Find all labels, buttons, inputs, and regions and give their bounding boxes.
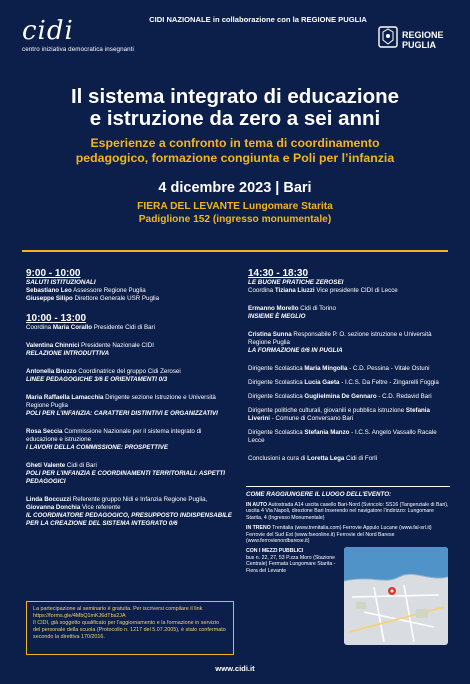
coordinator: Coordina Maria Corallo Presidente Cidi di Bari [26,324,155,331]
practice-item: Dirigente politiche culturali, giovanili e pubblica istruzione Stefania Liverini - Comune di Conversano Bari [248,407,430,422]
regione-line1: REGIONE [402,30,444,40]
practice-item: Dirigente Scolastica Stefania Manzo - I.C.S. Angelo Vassallo Racale Lecce [248,429,437,444]
regione-shield-icon [378,26,398,50]
subtitle-line2: pedagogico, formazione congiunta e Poli per l’infanzia [75,151,395,165]
practice-item: Dirigente Scolastica Lucia Gaeta - I.C.S. Da Feltre - Zingarelli Foggia [248,379,439,386]
speaker: Giuseppe Silipo Direttore Generale USR Puglia [26,295,160,302]
event-venue [10,200,460,226]
cidi-logo-word: cidi [22,16,74,46]
subtitle-line1: Esperienze a confronto in tema di coordinamento [90,136,380,150]
speaker: Giovanna Donchia Vice referente [26,504,121,511]
speaker: Valentina Chinnici Presidente Nazionale CIDI [26,342,154,349]
registration-text[interactable]: La partecipazione al seminario è gratuita. Per iscriversi compilare il link https://forms.gle/4MbQ1mKJ6dTbs2JA [33,606,203,619]
title-line1: Il sistema integrato di educazione [70,85,400,108]
talk-title: RELAZIONE INTRODUTTIVA [26,350,110,357]
cidi-logo [22,18,152,53]
session-time: 10:00 - 13:00 [26,313,87,324]
afternoon-program [248,268,448,463]
accreditation-text: Il CIDI, già soggetto qualificato per l’aggiornamento e la formazione in servizio del personale della scuola (Protocollo n. 1217 del 5.07.2005), è stato confermato secondo la direttiva 170/2016. [33,620,226,640]
speaker: Sebastiano Leo Assessore Regione Puglia [26,287,146,294]
talk-title: INSIEME È MEGLIO [248,313,306,320]
location-map[interactable] [344,547,448,645]
talk-title: I LAVORI DELLA COMMISSIONE: PROSPETTIVE [26,444,168,451]
talk-title: POLI PER L’INFANZIA: CARATTERI DISTINTIVI E ORGANIZZATIVI [26,410,218,417]
practice-item: Dirigente Scolastica Maria Mingolla - C.D. Pessina - Vitale Ostuni [248,365,430,372]
collaboration-line: CIDI NAZIONALE in collaborazione con la REGIONE PUGLIA [149,15,367,24]
speaker: Ermanno Morello Cidi di Torino [248,305,336,312]
title-line2: e istruzione da zero a sei anni [89,107,381,130]
session-time: 9:00 - 10:00 [26,268,81,279]
divider [22,250,448,252]
practice-item: Dirigente Scolastica Guglielmina De Gennaro - C.D. Redavid Bari [248,393,432,400]
event-date: 4 dicembre 2023 | Bari [158,180,312,196]
travel-train: IN TRENO Trenitalia (www.trenitalia.com) Ferrovie Appulo Lucane (www.fal-srl.it) Ferrovie del Sud Est (www.fseonline.it) Ferrovie del Nord Barese (www.ferrovienordbarese.it) [246,525,432,545]
regione-logo-text [402,30,444,50]
session-title: SALUTI ISTITUZIONALI [26,279,96,286]
venue-line2: Padiglione 152 (ingresso monumentale) [138,214,332,225]
session-time: 14:30 - 18:30 [248,268,309,279]
speaker: Maria Raffaella Lamacchia Dirigente sezione Istruzione e Università Regione Puglia [26,394,216,409]
speaker: Gheti Valente Cidi di Bari [26,462,97,469]
header [0,0,470,262]
session-title: LE BUONE PRATICHE ZEROSEI [248,279,344,286]
talk-title: IL COORDINATORE PEDAGOGICO, PRESUPPOSTO INDISPENSABILE PER LA CREAZIONE DEL SISTEMA INTEGRATO 0/6 [26,512,232,527]
speaker: Linda Boccuzzi Referente gruppo Nidi e Infanzia Regione Puglia, [26,496,208,503]
speaker: Rosa Seccia Commissione Nazionale per il sistema integrato di educazione e istruzione [26,428,202,443]
regione-line2: PUGLIA [402,40,437,50]
talk-title: LINEE PEDAGOGICHE 3/6 E ORIENTAMENTI 0/3 [26,376,168,383]
travel-heading: COME RAGGIUNGERE IL LUOGO DELL’EVENTO: [246,491,392,498]
morning-program [26,268,234,528]
page-subtitle [10,136,460,166]
travel-info [246,486,450,656]
cidi-logo-subtitle: centro iniziativa democratica insegnanti [22,46,134,53]
coordinator: Coordina Tiziana Liuzzi Vice presidente CIDI di Lecce [248,287,398,294]
speaker: Antonella Bruzzo Coordinatrice del gruppo Cidi Zerosei [26,368,181,375]
page-title [10,86,460,130]
talk-title: POLI PER L’INFANZIA E COORDINAMENTI TERRITORIALI: ASPETTI PEDAGOGICI [26,470,226,485]
travel-bus: CON I MEZZI PUBBLICI bus n. 22, 27, 53 P.zza Moro (Stazione Centrale) Fermata Lungomare Starita - Fiera del Levante [246,548,336,574]
travel-auto: IN AUTO Autostrada A14 uscita casello Bari-Nord (Svincolo: SS16 (Tangenziale di Bari), uscita 4 Via Napoli, direzione Bari Inserendo nel navigatore l’indirizzo: Lungomare Starita, 4 (Ingresso Monumentale) [246,502,449,521]
speaker: Cristina Sunna Responsabile P. O. sezione istruzione e Università Regione Puglia [248,331,432,346]
registration-info [26,601,234,655]
venue-line1: FIERA DEL LEVANTE Lungomare Starita [137,201,333,212]
talk-title: LA FORMAZIONE 0/6 IN PUGLIA [248,347,343,354]
conclusions: Conclusioni a cura di Loretta Lega Cidi di Forlì [248,455,378,462]
website-link[interactable]: www.cidi.it [215,664,255,673]
